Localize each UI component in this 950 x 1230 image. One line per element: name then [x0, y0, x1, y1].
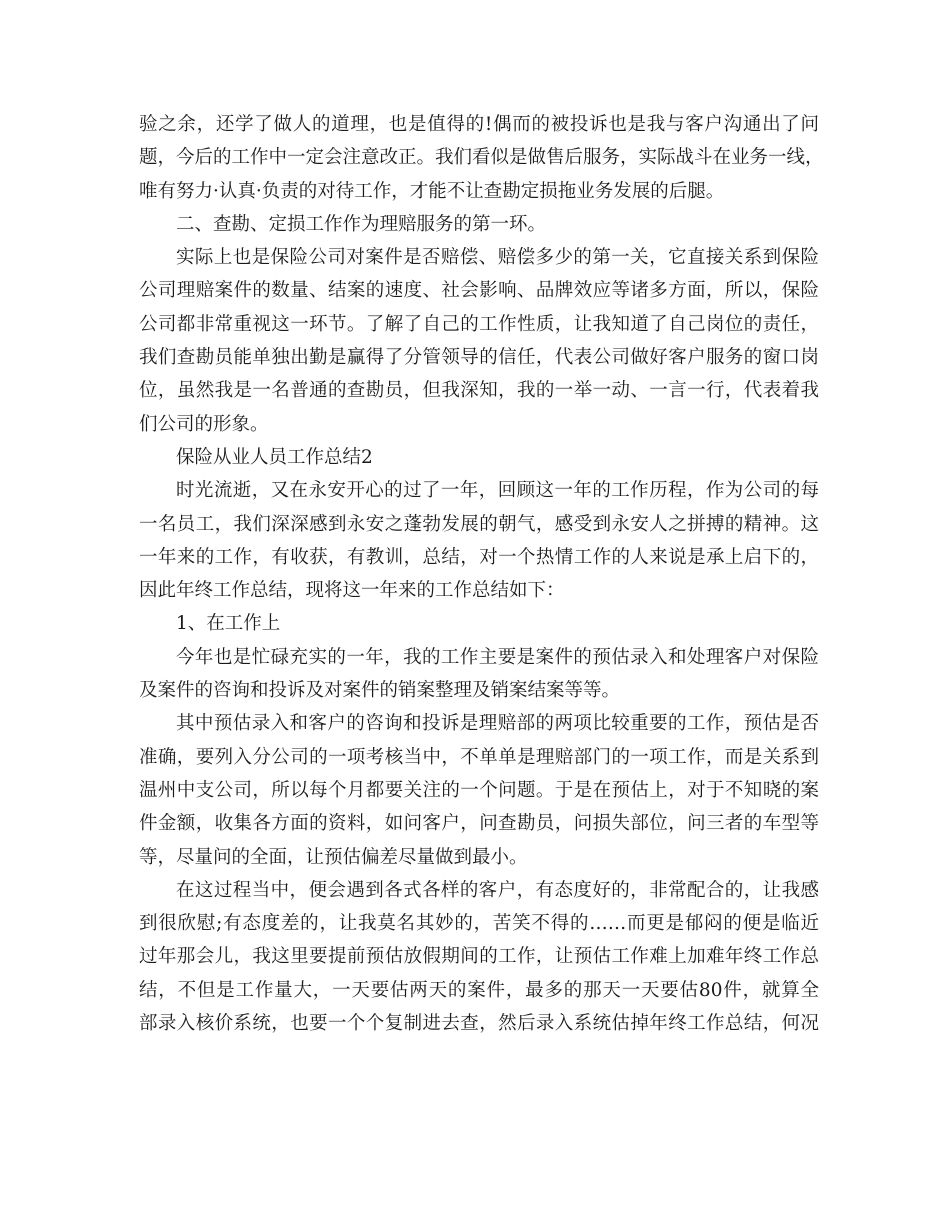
- section-heading: 1、在工作上: [176, 613, 281, 635]
- body-line: 其中预估录入和客户的咨询和投诉是理赔部的两项比较重要的工作，预估是否: [176, 713, 819, 735]
- body-line: 等，尽量问的全面，让预估偏差尽量做到最小。: [139, 846, 528, 868]
- body-line: 们公司的形象。: [139, 413, 269, 435]
- body-line: 时光流逝，又在永安开心的过了一年，回顾这一年的工作历程，作为公司的每: [176, 480, 819, 502]
- body-line: 件金额，收集各方面的资料，如问客户，问查勘员，问损失部位，问三者的车型等: [139, 813, 819, 835]
- body-line: 唯有努力·认真·负责的对待工作，才能不让查勘定损拖业务发展的后腿。: [139, 180, 725, 202]
- body-line: 结，不但是工作量大，一天要估两天的案件，最多的那天一天要估80件，就算全: [139, 979, 819, 1001]
- section-heading: 二、查勘、定损工作作为理赔服务的第一环。: [176, 213, 547, 235]
- body-line: 今年也是忙碌充实的一年，我的工作主要是案件的预估录入和处理客户对保险: [176, 646, 819, 668]
- body-line: 一名员工，我们深深感到永安之蓬勃发展的朝气，感受到永安人之拼搏的精神。这: [139, 513, 819, 535]
- body-line: 位，虽然我是一名普通的查勘员，但我深知，我的一举一动、一言一行，代表着我: [139, 380, 819, 402]
- body-line: 我们查勘员能单独出勤是赢得了分管领导的信任，代表公司做好客户服务的窗口岗: [139, 347, 819, 369]
- body-line: 因此年终工作总结，现将这一年来的工作总结如下：: [139, 580, 565, 602]
- body-line: 公司都非常重视这一环节。了解了自己的工作性质，让我知道了自己岗位的责任，: [139, 313, 819, 335]
- body-line: 到很欣慰;有态度差的，让我莫名其妙的，苦笑不得的……而更是郁闷的便是临近: [139, 913, 819, 935]
- body-line: 在这过程当中，便会遇到各式各样的客户，有态度好的，非常配合的，让我感: [176, 879, 819, 901]
- body-line: 实际上也是保险公司对案件是否赔偿、赔偿多少的第一关，它直接关系到保险: [176, 247, 819, 269]
- body-line: 验之余，还学了做人的道理，也是值得的!偶而的被投诉也是我与客户沟通出了问: [139, 114, 819, 135]
- body-line: 题，今后的工作中一定会注意改正。我们看似是做售后服务，实际战斗在业务一线，: [139, 147, 824, 169]
- body-line: 准确，要列入分公司的一项考核当中，不单单是理赔部门的一项工作，而是关系到: [139, 746, 819, 768]
- body-line: 过年那会儿，我这里要提前预估放假期间的工作，让预估工作难上加难年终工作总: [139, 946, 819, 968]
- body-line: 一年来的工作，有收获，有教训，总结，对一个热情工作的人来说是承上启下的，: [139, 546, 819, 568]
- body-line: 及案件的咨询和投诉及对案件的销案整理及销案结案等等。: [139, 680, 621, 702]
- document-body: [139, 108, 824, 1040]
- body-line: 公司理赔案件的数量、结案的速度、社会影响、品牌效应等诸多方面，所以，保险: [139, 280, 819, 302]
- body-line: 部录入核价系统，也要一个个复制进去查，然后录入系统估掉年终工作总结，何况: [139, 1013, 819, 1035]
- article-title: 保险从业人员工作总结2: [176, 446, 373, 468]
- body-line: 温州中支公司，所以每个月都要关注的一个问题。于是在预估上，对于不知晓的案: [139, 779, 819, 801]
